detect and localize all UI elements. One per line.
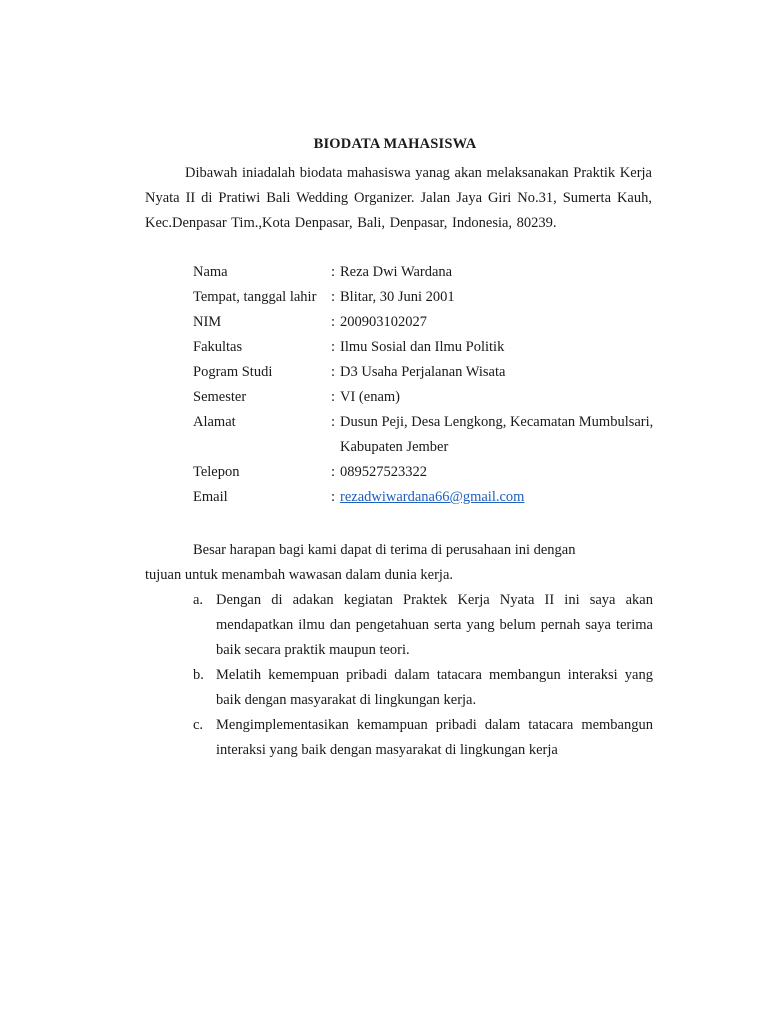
closing-line-2: tujuan untuk menambah wawasan dalam dunia kerja. xyxy=(145,567,454,583)
biodata-row-nama xyxy=(193,260,663,285)
closing-line-1: Besar harapan bagi kami dapat di terima di perusahaan ini dengan xyxy=(193,542,576,558)
biodata-value: 200903102027 xyxy=(340,314,427,330)
list-item xyxy=(193,713,653,763)
biodata-label: Pogram Studi xyxy=(193,364,273,380)
goals-list xyxy=(193,588,653,763)
biodata-colon: : xyxy=(331,314,336,330)
biodata-value: Blitar, 30 Juni 2001 xyxy=(340,289,455,305)
list-item xyxy=(193,588,653,663)
biodata-value: 089527523322 xyxy=(340,464,427,480)
biodata-label: Telepon xyxy=(193,464,240,480)
biodata-colon: : xyxy=(331,389,336,405)
biodata-colon: : xyxy=(331,364,336,380)
document-title: BIODATA MAHASISWA xyxy=(313,136,477,152)
biodata-label: Alamat xyxy=(193,414,236,430)
biodata-value-email xyxy=(340,485,663,510)
biodata-label: Semester xyxy=(193,389,247,405)
biodata-label: Nama xyxy=(193,264,228,280)
biodata-value: VI (enam) xyxy=(340,389,400,405)
list-item-text: Melatih kemempuan pribadi dalam tatacara membangun interaksi yang baik dengan masyarakat di lingkungan kerja. xyxy=(216,667,653,708)
biodata-value: D3 Usaha Perjalanan Wisata xyxy=(340,364,506,380)
biodata-label: Fakultas xyxy=(193,339,243,355)
biodata-row-prodi xyxy=(193,360,663,385)
biodata-colon: : xyxy=(331,339,336,355)
list-item-text: Dengan di adakan kegiatan Praktek Kerja Nyata II ini saya akan mendapatkan ilmu dan pengetahuan serta yang belum pernah saya terima baik secara praktik maupun teori. xyxy=(216,592,653,658)
biodata-label: Tempat, tanggal lahir xyxy=(193,289,317,305)
biodata-row-fakultas xyxy=(193,335,663,360)
list-marker: c. xyxy=(193,717,204,733)
list-marker: b. xyxy=(193,667,204,683)
biodata-row-telepon xyxy=(193,460,663,485)
biodata-value: Reza Dwi Wardana xyxy=(340,264,453,280)
biodata-colon: : xyxy=(331,464,336,480)
biodata-row-alamat xyxy=(193,410,663,460)
biodata-table xyxy=(193,260,663,510)
biodata-row-semester xyxy=(193,385,663,410)
biodata-value: Ilmu Sosial dan Ilmu Politik xyxy=(340,339,505,355)
intro-paragraph: Dibawah iniadalah biodata mahasiswa yanag akan melaksanakan Praktik Kerja Nyata II di Pratiwi Bali Wedding Organizer. Jalan Jaya Giri No.31, Sumerta Kauh, Kec.Denpasar Tim.,Kota Denpasar, Bali, Denpasar, Indonesia, 80239. xyxy=(145,165,652,231)
closing-paragraph xyxy=(145,538,665,588)
biodata-row-nim xyxy=(193,310,663,335)
biodata-colon: : xyxy=(331,289,336,305)
biodata-colon: : xyxy=(331,414,336,430)
biodata-colon: : xyxy=(331,264,336,280)
biodata-row-ttl xyxy=(193,285,663,310)
email-link[interactable]: rezadwiwardana66@gmail.com xyxy=(340,489,525,505)
list-item xyxy=(193,663,653,713)
biodata-colon: : xyxy=(331,489,336,505)
biodata-row-email xyxy=(193,485,663,510)
list-item-text: Mengimplementasikan kemampuan pribadi dalam tatacara membangun interaksi yang baik dengan masyarakat di lingkungan kerja xyxy=(216,717,653,758)
biodata-label: NIM xyxy=(193,314,222,330)
list-marker: a. xyxy=(193,592,204,608)
biodata-label: Email xyxy=(193,489,228,505)
biodata-value: Dusun Peji, Desa Lengkong, Kecamatan Mumbulsari, Kabupaten Jember xyxy=(340,414,654,455)
